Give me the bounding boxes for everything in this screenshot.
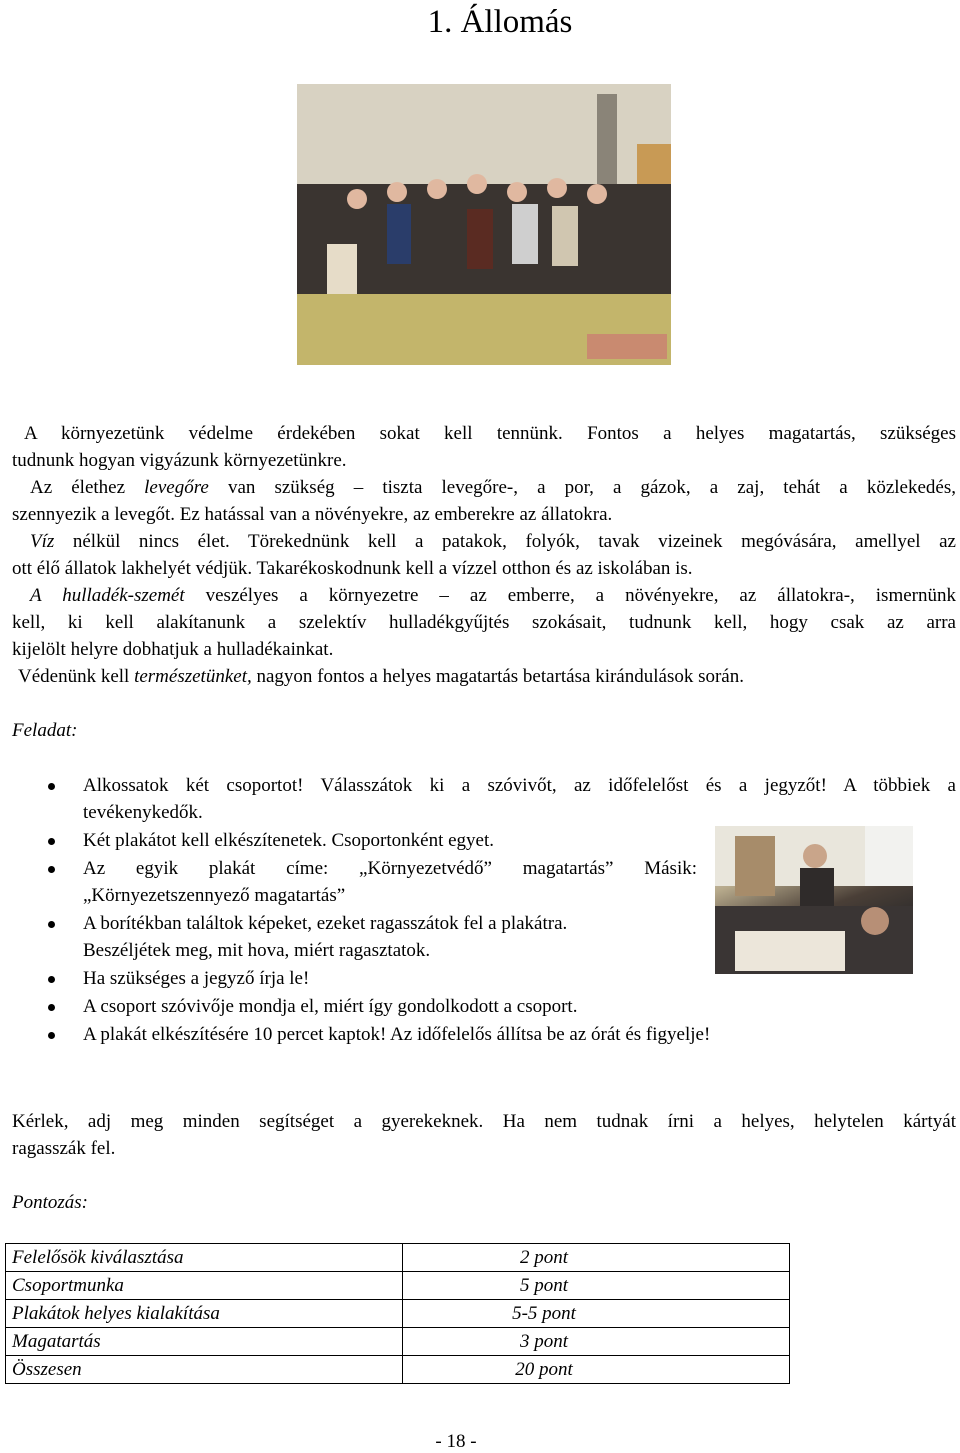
intro-paragraph — [12, 420, 956, 474]
waste-line-1: A hulladék-szemét veszélyes a környezetre – az emberre, a növényekre, az állatokra-, ismernünk — [30, 585, 956, 606]
task-item — [0, 1021, 960, 1048]
score-points: 20 pont — [403, 1356, 790, 1384]
bullet-icon — [48, 838, 55, 845]
task-text: Két plakátot kell elkészítenetek. Csoportonként egyet. — [83, 830, 495, 851]
score-points: 2 pont — [403, 1244, 790, 1272]
table-row — [6, 1272, 790, 1300]
task-text: Beszéljétek meg, mit hova, miért ragasztatok. — [83, 940, 431, 961]
score-points: 5 pont — [403, 1272, 790, 1300]
table-row — [6, 1244, 790, 1272]
nature-line: Védenünk kell természetünket, nagyon fontos a helyes magatartás betartása kirándulások során. — [18, 666, 744, 687]
score-points: 3 pont — [403, 1328, 790, 1356]
water-line-1: Víz nélkül nincs élet. Törekednünk kell a patakok, folyók, tavak vizeinek megóvására, amellyel az — [30, 531, 956, 552]
water-paragraph — [12, 528, 956, 582]
note-paragraph — [12, 1108, 956, 1162]
page-number: - 18 - — [435, 1431, 477, 1452]
air-line-2: szennyezik a levegőt. Ez hatással van a növényekre, az emberekre az állatokra. — [12, 504, 613, 525]
pontozas-heading: Pontozás: — [12, 1192, 88, 1213]
task-text: A plakát elkészítésére 10 percet kaptok! Az időfelelős állítsa be az órát és figyelje! — [83, 1024, 711, 1045]
waste-paragraph — [12, 582, 956, 663]
bullet-icon — [48, 976, 55, 983]
waste-line-2: kell, ki kell alakítanunk a szelektív hulladékgyűjtés szokásait, tudnunk kell, hogy csak az arra — [12, 612, 956, 633]
score-table — [5, 1243, 790, 1384]
waste-line-3: kijelölt helyre dobhatjuk a hulladékainkat. — [12, 639, 334, 660]
group-photo — [297, 84, 671, 365]
nature-paragraph — [12, 663, 956, 690]
intro-line-1: A környezetünk védelme érdekében sokat kell tennünk. Fontos a helyes magatartás, szükséges — [24, 423, 956, 444]
table-row — [6, 1300, 790, 1328]
task-text: „Környezetszennyező magatartás” — [83, 885, 346, 906]
score-item: Összesen — [6, 1356, 403, 1384]
page-title: 1. Állomás — [427, 4, 573, 40]
score-points: 5-5 pont — [403, 1300, 790, 1328]
classroom-photo-illustration — [715, 826, 913, 974]
table-row — [6, 1356, 790, 1384]
note-line-2: ragasszák fel. — [12, 1138, 116, 1159]
task-item — [0, 993, 960, 1020]
bullet-icon — [48, 783, 55, 790]
table-row — [6, 1328, 790, 1356]
score-item: Csoportmunka — [6, 1272, 403, 1300]
task-item — [0, 855, 697, 909]
bullet-icon — [48, 1004, 55, 1011]
score-item: Magatartás — [6, 1328, 403, 1356]
task-text: A borítékban találtok képeket, ezeket ragasszátok fel a plakátra. — [83, 913, 568, 934]
group-photo-illustration — [297, 84, 671, 365]
intro-line-2: tudnunk hogyan vigyázunk környezetünkre. — [12, 450, 347, 471]
task-text: A csoport szóvivője mondja el, miért így gondolkodott a csoport. — [83, 996, 578, 1017]
note-line-1: Kérlek, adj meg minden segítséget a gyerekeknek. Ha nem tudnak írni a helyes, helytelen kártyát — [12, 1111, 956, 1132]
task-item — [0, 772, 960, 826]
water-line-2: ott élő állatok lakhelyét védjük. Takarékoskodnunk kell a vízzel otthon és az iskolában is. — [12, 558, 693, 579]
task-text: Az egyik plakát címe: „Környezetvédő” magatartás” Másik: — [83, 858, 697, 879]
task-text: Ha szükséges a jegyző írja le! — [83, 968, 310, 989]
feladat-heading: Feladat: — [12, 720, 78, 741]
bullet-icon — [48, 921, 55, 928]
air-paragraph — [12, 474, 956, 528]
bullet-icon — [48, 866, 55, 873]
task-text: tevékenykedők. — [83, 802, 203, 823]
task-text: Alkossatok két csoportot! Válasszátok ki a szóvivőt, az időfelelőst és a jegyzőt! A többiek a — [83, 775, 956, 796]
score-item: Plakátok helyes kialakítása — [6, 1300, 403, 1328]
classroom-photo — [715, 826, 913, 974]
score-item: Felelősök kiválasztása — [6, 1244, 403, 1272]
air-line-1: Az élethez levegőre van szükség – tiszta levegőre-, a por, a gázok, a zaj, tehát a közlekedés, — [30, 477, 956, 498]
bullet-icon — [48, 1032, 55, 1039]
